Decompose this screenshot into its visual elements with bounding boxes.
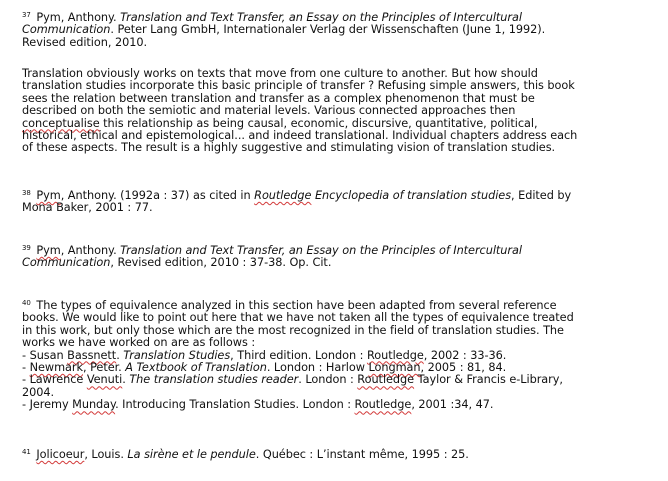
text-line (22, 257, 662, 269)
text-run: in this work, but only those which are the most recognized in the field of translation studies. The (22, 323, 564, 337)
misspelled-word: Routledge (366, 348, 424, 362)
misspelled-word: Routledge (354, 398, 412, 412)
footnote-number: 40 (22, 299, 31, 307)
text-run: this relationship as being causal, economic, discursive, quantitative, political, (99, 116, 538, 130)
text-line (22, 142, 662, 154)
text-run: - (22, 361, 30, 375)
text-run: - Lawrence (22, 373, 87, 387)
text-run: , Anthony. (1992a : 37) as cited in (60, 189, 255, 202)
misspelled-word: Jolicoeur (36, 448, 85, 461)
footnote-number: 37 (22, 11, 31, 19)
text-run: books. We would like to point out here that we have not taken all the types of equivalence treated (22, 311, 574, 325)
text-run: . (122, 373, 130, 387)
text-run: Translation Studies (123, 348, 231, 362)
text-run: La sirène et le pendule (127, 448, 256, 461)
misspelled-word: Longman (368, 361, 421, 375)
text-run: Encyclopedia of translation studies (311, 189, 512, 202)
misspelled-word: Newmark (29, 361, 83, 375)
footnote-number: 38 (22, 189, 31, 197)
text-run: Pym, Anthony. (32, 11, 121, 24)
text-run: The types of equivalence analyzed in this section have been adapted from several reference (32, 299, 557, 312)
text-run: . Québec : L’instant même, 1995 : 25. (255, 448, 469, 461)
text-run: , 2001 :34, 47. (411, 398, 494, 412)
misspelled-word: conceptualise (22, 116, 100, 130)
text-run: , Edited by (511, 189, 572, 202)
text-run: The translation studies reader (129, 373, 299, 387)
misspelled-word: Routledge (357, 373, 415, 387)
text-run: , Louis. (84, 448, 128, 461)
text-run: , Third edition. London : (230, 348, 367, 362)
misspelled-word: Pym (36, 244, 61, 257)
text-run: , Anthony. (60, 244, 121, 257)
text-run: , 2002 : 33-36. (423, 348, 507, 362)
text-run: , Revised edition, 2010 : 37-38. Op. Cit. (110, 256, 332, 270)
misspelled-word: Routledge (254, 189, 312, 202)
misspelled-word: Bassnett (67, 348, 117, 362)
footnote-number: 39 (22, 244, 31, 252)
text-line (22, 37, 662, 49)
text-run: 2004. (22, 385, 55, 399)
text-run: Communication (22, 256, 111, 270)
text-run: . Introducing Translation Studies. London : (115, 398, 355, 412)
text-line (22, 374, 662, 386)
text-run: Communication (22, 23, 111, 37)
text-run: . London : Harlow (266, 361, 369, 375)
text-run: historical, ethical and epistemological... and indeed translational. Individual chapters address each (22, 129, 578, 143)
text-run: described on both the semiotic and material levels. Various connected approaches then (22, 104, 516, 118)
misspelled-word: Venuti (86, 373, 123, 387)
text-run: sees the relation between translation and transfer as a complex phenomenon that must be (22, 91, 535, 105)
text-run: A Textbook of Translation (125, 361, 267, 375)
note-40 (22, 300, 662, 412)
misspelled-word: Pym (36, 189, 61, 202)
text-run: Translation and Text Transfer, an Essay on the Principles of Intercultural (120, 11, 522, 24)
text-run: . (116, 348, 124, 362)
text-run: , Peter. (82, 361, 126, 375)
text-line (22, 449, 662, 461)
text-run: works we have worked on are as follows : (22, 336, 256, 350)
note-37 (22, 12, 662, 49)
misspelled-word: Munday (72, 398, 116, 412)
text-run: Revised edition, 2010. (22, 35, 148, 49)
text-run: translation studies incorporate this basic principle of transfer ? Refusing simple answers, this book (22, 79, 575, 93)
text-run: - Jeremy (22, 398, 73, 412)
note-37-summary (22, 68, 662, 155)
text-line (22, 202, 662, 214)
note-38 (22, 190, 662, 215)
text-run: . London : (298, 373, 358, 387)
text-line (22, 399, 662, 411)
text-run: . Peter Lang GmbH, Internationaler Verlag der Wissenschaften (June 1, 1992). (110, 23, 546, 37)
note-41 (22, 449, 662, 461)
text-run: Translation and Text Transfer, an Essay on the Principles of Intercultural (120, 244, 522, 257)
text-run: , 2005 : 81, 84. (420, 361, 507, 375)
text-run: Mona Baker, 2001 : 77. (22, 201, 153, 215)
text-run: Translation obviously works on texts that move from one culture to another. But how should (22, 67, 538, 80)
note-39 (22, 245, 662, 270)
text-run: - Susan (22, 348, 68, 362)
footnote-number: 41 (22, 448, 31, 456)
text-run: of these aspects. The result is a highly suggestive and stimulating vision of translation studies. (22, 141, 556, 155)
text-run: Taylor & Francis e-Library, (414, 373, 563, 387)
